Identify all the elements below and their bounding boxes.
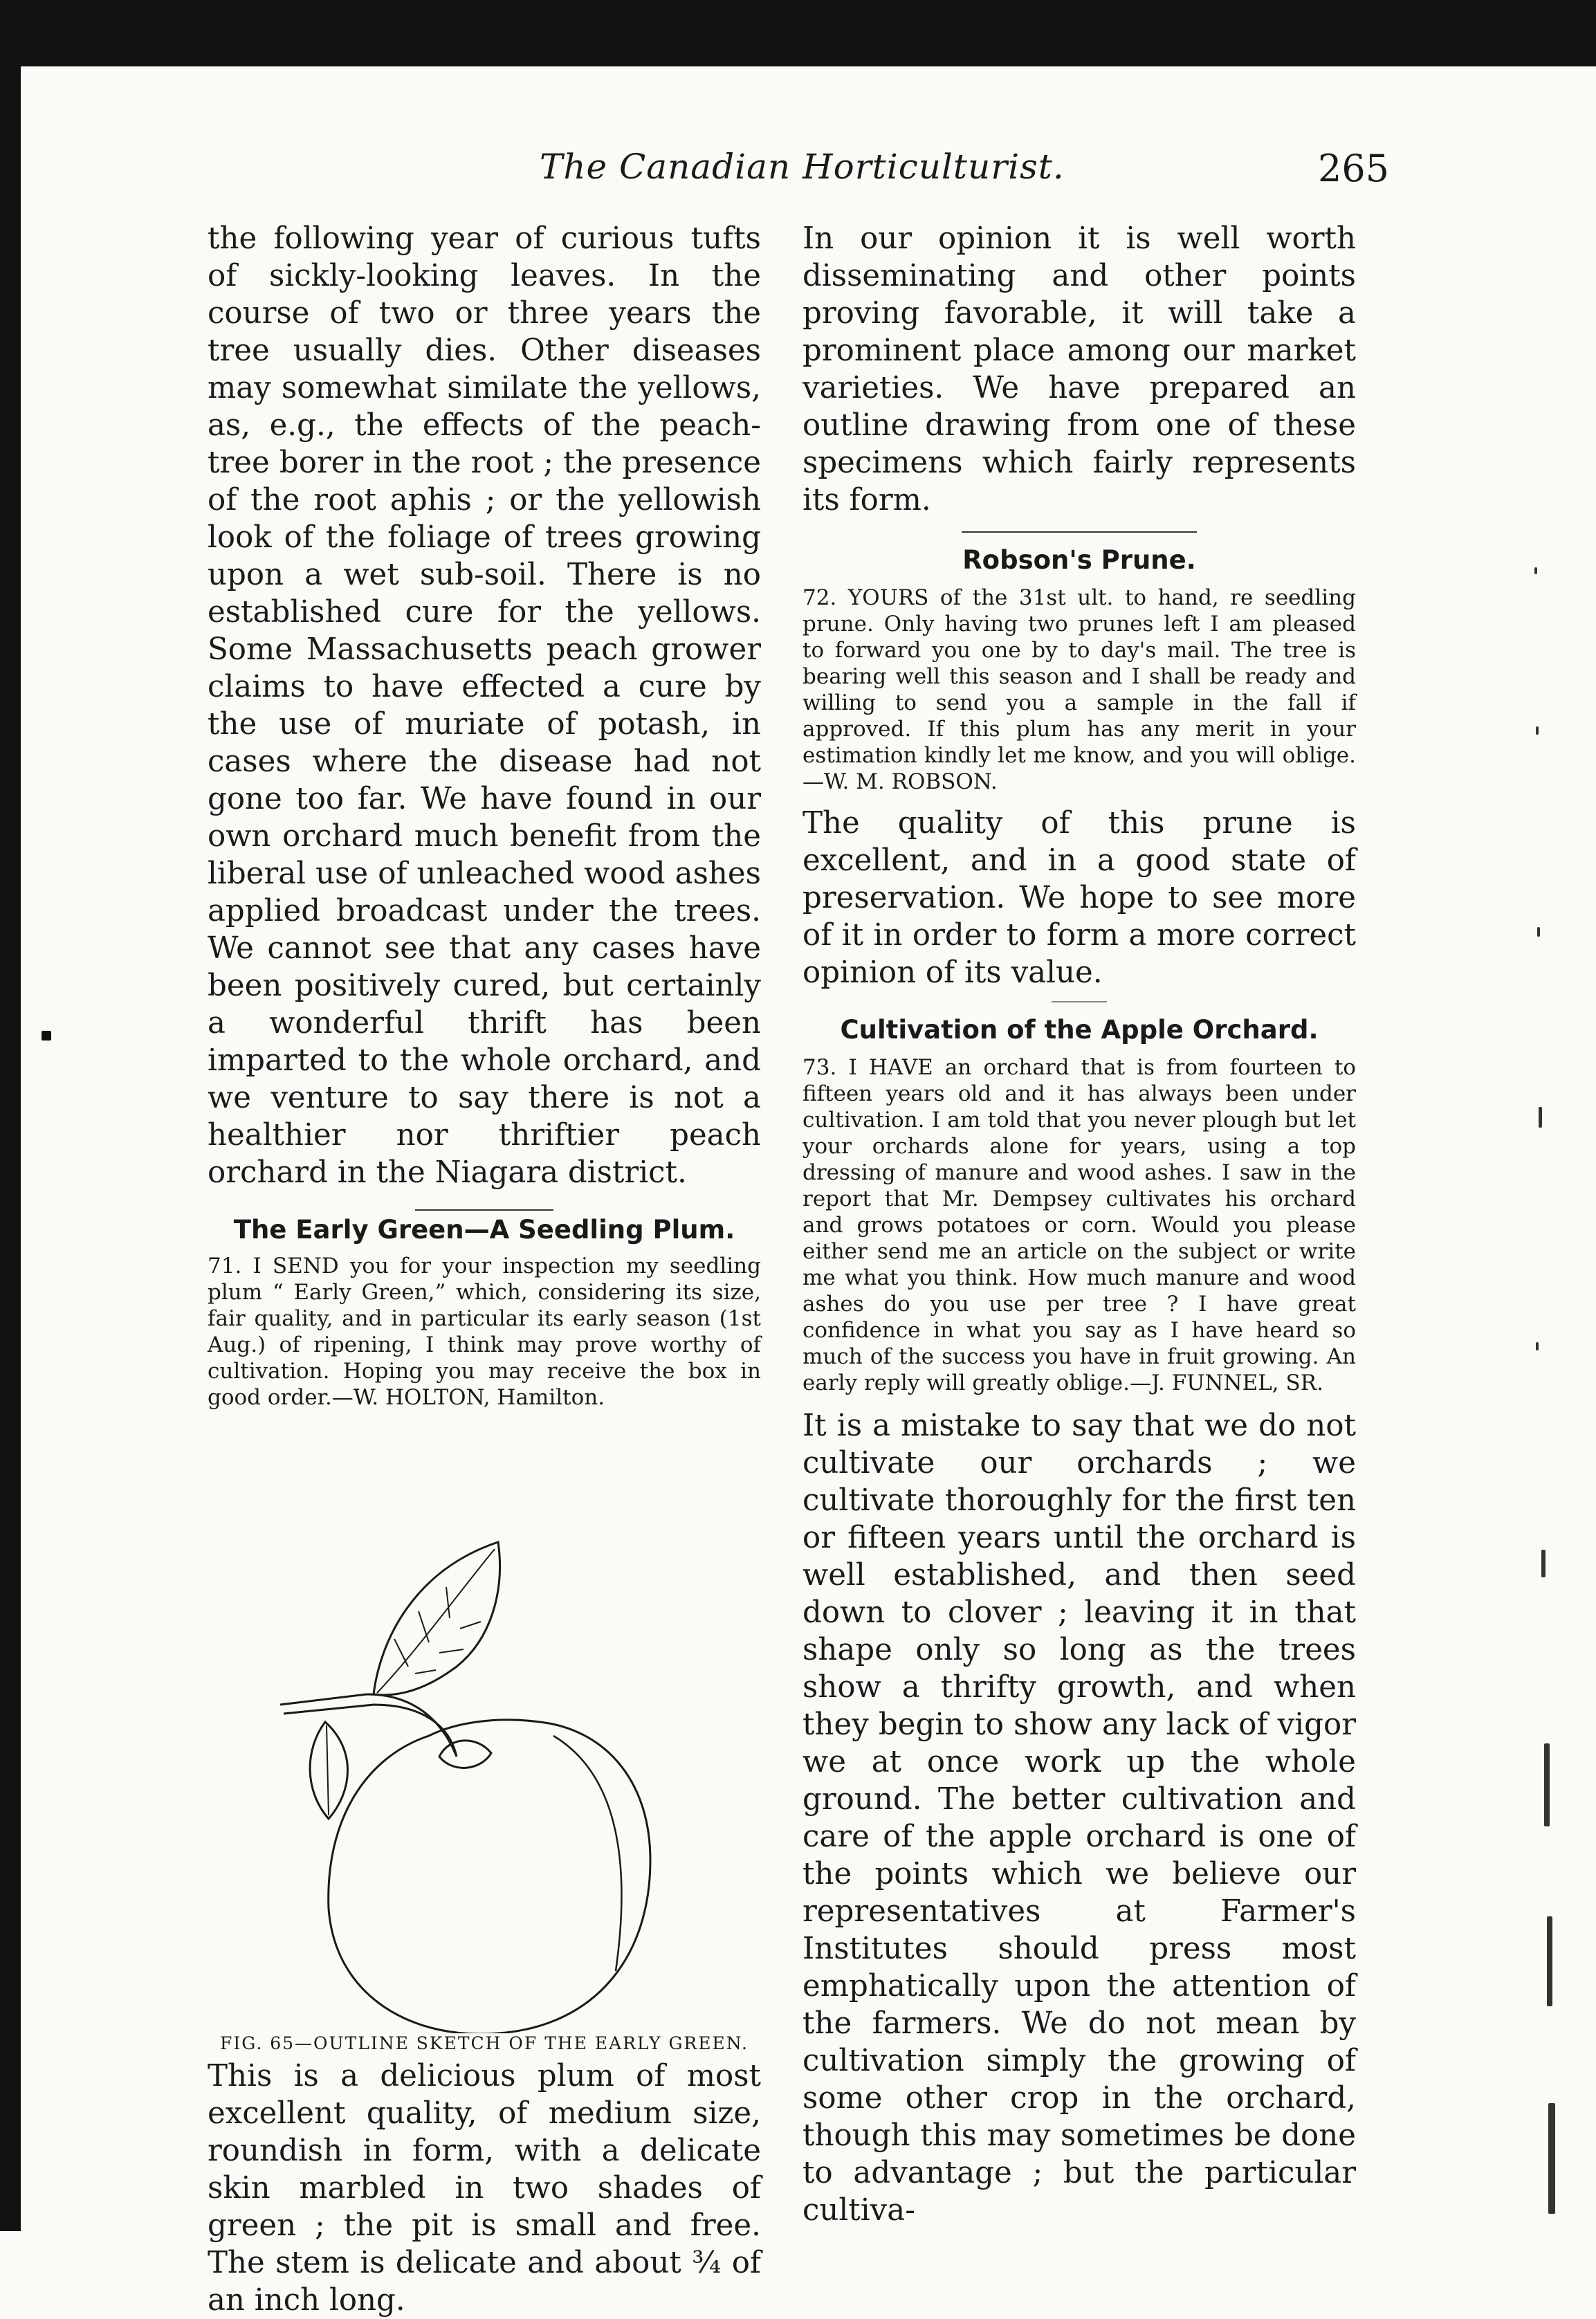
letter-73: 73. I HAVE an orchard that is from fourteen to fifteen years old and it has always been under cultivation. I am told that you never plough but let your orchards alone for years, using a top dressing of manure and wood ashes. I saw in the report that Mr. Dempsey cultivates his orchard and grows potatoes or corn. Would you please either send me an article on the subject or write me what you think. How much manure and wood ashes do you use per tree ? I have great confidence in what you say as I have heard so much of the success you have in fruit growing. An early reply will greatly oblige.—J. FUNNEL, SR.	[802, 1055, 1356, 1395]
scan-mark	[42, 1031, 51, 1041]
left-scan-border	[0, 66, 21, 2231]
running-head	[0, 147, 1596, 202]
left-paragraph-2: This is a delicious plum of most excellent quality, of medium size, roundish in form, with a delicate skin marbled in two shades of green ; the pit is small and free. The stem is delicate and about ¾ of an inch long.	[208, 2059, 761, 2318]
section-rule	[1052, 1001, 1107, 1002]
right-paragraph-1: In our opinion it is well worth disseminating and other points proving favorable, it will take a prominent place among our market varieties. We have prepared an outline drawing from one of these specimens which fairly represents its form.	[802, 221, 1356, 517]
right-column	[802, 220, 1356, 2229]
figure-caption: FIG. 65—OUTLINE SKETCH OF THE EARLY GREEN.	[220, 2033, 749, 2053]
heading-robsons-prune: Robson's Prune.	[962, 545, 1196, 575]
section-rule	[415, 1209, 553, 1211]
letter-72: 72. YOURS of the 31st ult. to hand, re seedling prune. Only having two prunes left I am pleased to forward you one by to day's mail. The tree is bearing well this season and I shall be ready and willing to send you a sample in the fall if approved. If this plum has any merit in your estimation kindly let me know, and you will oblige.—W. M. ROBSON.	[802, 585, 1356, 794]
right-paragraph-3: It is a mistake to say that we do not cultivate our orchards ; we cultivate thoroughly for the first ten or fifteen years until the orchard is well established, and then seed down to clover ; leaving it in that shape only so long as the trees show a thrifty growth, and when they begin to show any lack of vigor we at once work up the whole ground. The better cultivation and care of the apple orchard is one of the points which we believe our representatives at Farmer's Institutes should press most emphatically upon the attention of the farmers. We do not mean by cultivation simply the growing of some other crop in the orchard, though this may sometimes be done to advantage ; but the particular cultiva-	[802, 1409, 1356, 2228]
left-column	[208, 220, 761, 2319]
letter-71: 71. I SEND you for your inspection my seedling plum “ Early Green,” which, considering its size, fair quality, and in particular its early season (1st Aug.) of ripening, I think may prove worthy of cultivation. Hoping you may receive the box in good order.—W. HOLTON, Hamilton.	[208, 1254, 761, 1410]
section-rule	[962, 531, 1197, 533]
left-paragraph-1: the following year of curious tufts of sickly-looking leaves. In the course of two or three years the tree usually dies. Other diseases may somewhat similate the yellows, as, e.g., the effects of the peach-tree borer in the root ; the presence of the root aphis ; or the yellowish look of the foliage of trees growing upon a wet sub-soil. There is no established cure for the yellows. Some Massachusetts peach grower claims to have effected a cure by the use of muriate of potash, in cases where the disease had not gone too far. We have found in our own orchard much benefit from the liberal use of unleached wood ashes applied broadcast under the trees. We cannot see that any cases have been positively cured, but certainly a wonderful thrift has been imparted to the whole orchard, and we venture to say there is not a healthier nor thriftier peach orchard in the Niagara district.	[208, 221, 761, 1190]
journal-title: The Canadian Horticulturist.	[540, 147, 1065, 187]
heading-apple-orchard: Cultivation of the Apple Orchard.	[840, 1015, 1319, 1045]
right-paragraph-2: The quality of this prune is excellent, and in a good state of preservation. We hope to see more of it in order to form a more correct opinion of its value.	[802, 806, 1356, 990]
plum-outline-drawing	[208, 1431, 761, 2033]
top-scan-border	[0, 0, 1596, 66]
heading-early-green: The Early Green—A Seedling Plum.	[233, 1215, 735, 1245]
plum-figure	[208, 1431, 761, 2033]
page-number: 265	[1318, 147, 1390, 190]
margin-scan-specks	[1529, 567, 1570, 2228]
